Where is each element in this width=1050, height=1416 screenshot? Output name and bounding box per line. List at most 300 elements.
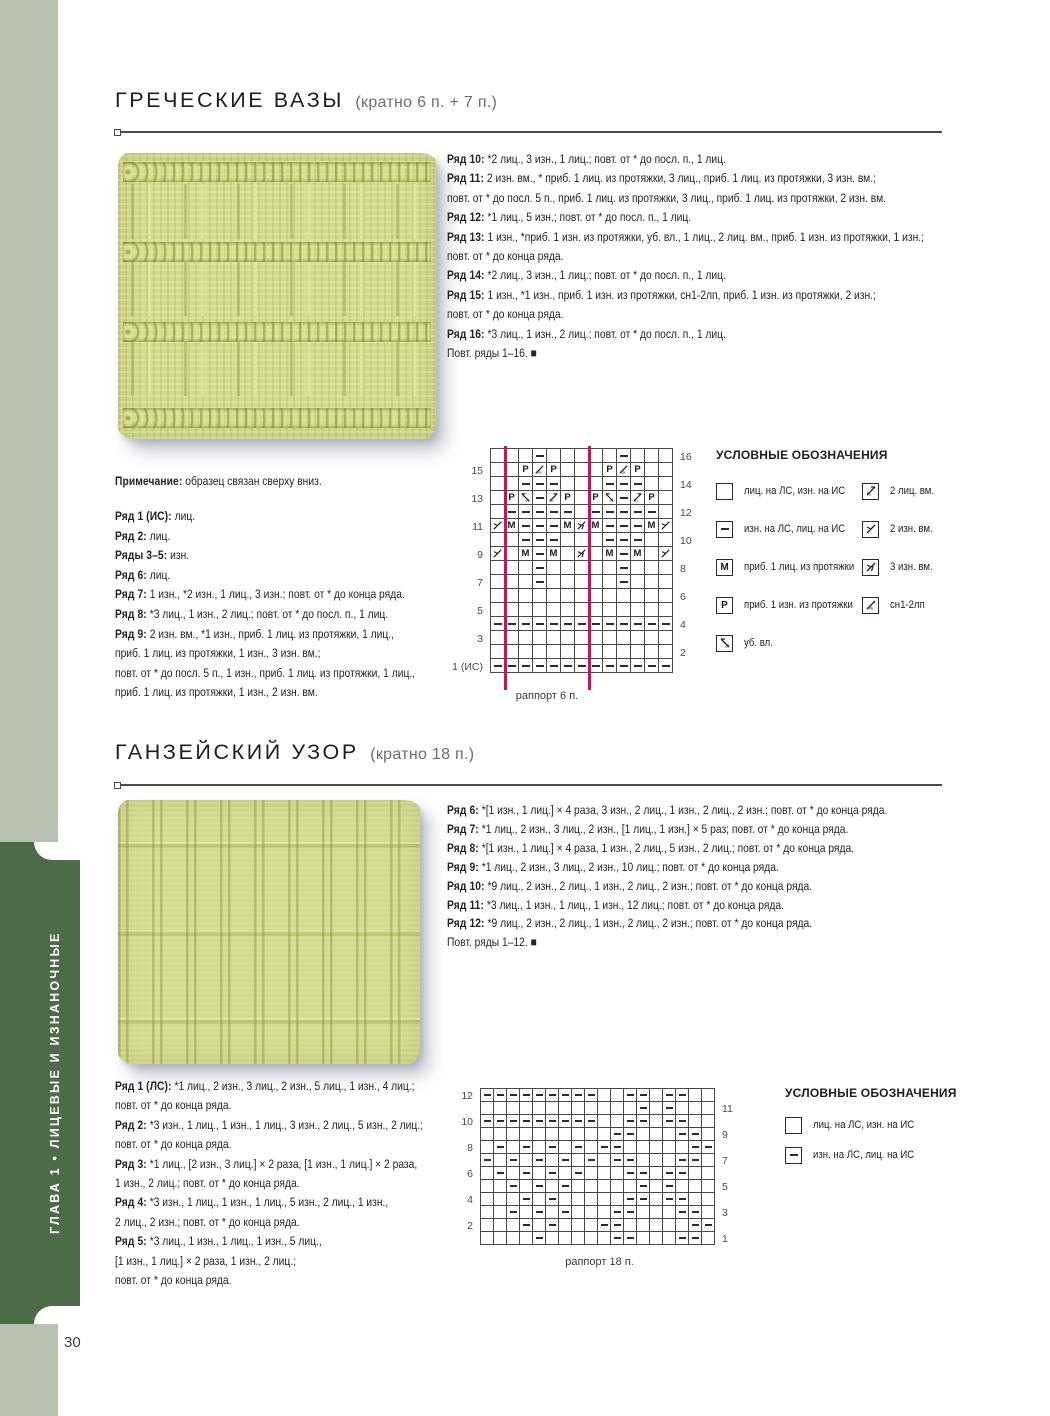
knit-cell: [689, 1115, 701, 1127]
knit-cell: [575, 603, 588, 616]
knit-cell: [589, 463, 602, 476]
legend-column-right: [862, 472, 942, 624]
legend-title: УСЛОВНЫЕ ОБОЗНАЧЕНИЯ: [785, 1086, 957, 1100]
purl-cell: [631, 477, 644, 490]
rule-square-marker: [114, 782, 121, 789]
dec-cell: [519, 491, 532, 504]
purl-cell: [519, 659, 532, 672]
chart-row-number: [444, 534, 490, 548]
purl-cell: [546, 1219, 558, 1231]
p2tog-symbol-icon: [862, 521, 879, 538]
purl-cell: [533, 659, 546, 672]
pattern-row-line: повт. от * до конца ряда.: [447, 307, 564, 322]
knit-cell: [702, 1128, 714, 1140]
knit-cell: [505, 561, 518, 574]
knit-cell: [702, 1232, 714, 1244]
legend-item: [716, 586, 874, 624]
knit-cell: [689, 1180, 701, 1192]
purl-cell: [676, 1128, 688, 1140]
purl-cell: [689, 1141, 701, 1153]
purl-cell: [631, 519, 644, 532]
m1k-cell: M: [603, 547, 616, 560]
pattern-row-line: приб. 1 лиц. из протяжки, 1 изн., 3 изн. вм.;: [115, 646, 321, 661]
knit-cell: [561, 477, 574, 490]
knit-cell: [559, 1128, 571, 1140]
m1p-cell: P: [519, 463, 532, 476]
purl-cell: [519, 505, 532, 518]
purl-cell: [631, 617, 644, 630]
purl-cell: [617, 477, 630, 490]
chart-row-number: 5: [722, 1181, 728, 1193]
knit-cell: [645, 645, 658, 658]
knit-cell: [702, 1102, 714, 1114]
purl-cell: [520, 1089, 532, 1101]
chart-row-number: 11: [472, 520, 483, 533]
legend-item: [716, 624, 874, 662]
knit-cell: [663, 1128, 675, 1140]
knit-cell: [598, 1154, 610, 1166]
chart-row-number: [444, 618, 490, 632]
purl-cell: [547, 519, 560, 532]
knit-cell: [645, 631, 658, 644]
purl-cell: [598, 1219, 610, 1231]
knit-cell: [491, 505, 504, 518]
knit-cell: [617, 603, 630, 616]
section2-subtitle: (кратно 18 п.): [370, 746, 475, 763]
chart-row-number: 5: [477, 604, 483, 617]
knit-cell: [575, 491, 588, 504]
purl-cell: [624, 1115, 636, 1127]
knit-cell: [575, 533, 588, 546]
knit-cell: [611, 1102, 623, 1114]
m1k-cell: M: [519, 547, 532, 560]
purl-cell: [611, 1232, 623, 1244]
knit-cell: [637, 1206, 649, 1218]
purl-cell: [603, 477, 616, 490]
purl-cell: [533, 505, 546, 518]
purl-cell: [689, 1232, 701, 1244]
purl-cell: [631, 533, 644, 546]
knit-cell: [575, 645, 588, 658]
instructions-rows-1-9: [115, 507, 415, 703]
chart-row-number: [673, 464, 699, 478]
purl-cell: [533, 1180, 545, 1192]
m1k-symbol-icon: M: [716, 559, 733, 576]
knit-cell: [624, 1219, 636, 1231]
knit-cell: [650, 1232, 662, 1244]
knit-cell: [659, 463, 672, 476]
knit-cell: [617, 589, 630, 602]
section1-title: ГРЕЧЕСКИЕ ВАЗЫ: [115, 88, 344, 112]
pattern-row-line: повт. от * до конца ряда.: [115, 1098, 232, 1113]
purl-cell: [624, 1232, 636, 1244]
legend-item: [785, 1110, 932, 1140]
knit-cell: [589, 533, 602, 546]
m1p-cell: P: [505, 491, 518, 504]
chart-row-number: 2: [680, 646, 686, 659]
purl-cell: [603, 659, 616, 672]
purl-cell: [617, 533, 630, 546]
purl-cell: [702, 1219, 714, 1231]
section2-header: [115, 740, 474, 765]
p3tog-cell: [575, 547, 588, 560]
pattern-row-line: Ряд 3: *1 лиц., [2 изн., 3 лиц.] × 2 раза, [1 изн., 1 лиц.] × 2 раза,: [115, 1156, 418, 1171]
knit-cell: [547, 631, 560, 644]
knit-cell: [659, 603, 672, 616]
legend-column: [785, 1110, 932, 1170]
repeat-bracket-line: [588, 446, 591, 700]
purl-cell: [494, 1167, 506, 1179]
purl-cell: [491, 659, 504, 672]
knit-cell: [589, 631, 602, 644]
chart-row-number: [448, 1129, 480, 1142]
knit-cell: [598, 1102, 610, 1114]
pattern-row-line: Ряд 10: *9 лиц., 2 изн., 2 лиц., 1 изн., 2 лиц., 2 изн.; повт. от * до конца ряда.: [447, 878, 813, 893]
knit-cell: [507, 1193, 519, 1205]
purl-cell: [645, 659, 658, 672]
purl-cell: [676, 1089, 688, 1101]
purl-cell: [631, 505, 644, 518]
purl-cell: [603, 533, 616, 546]
purl-cell: [645, 617, 658, 630]
knit-cell: [650, 1180, 662, 1192]
purl-cell: [659, 659, 672, 672]
knit-cell: [631, 561, 644, 574]
pattern-row-line: повт. от * до посл. 5 п., 1 изн., приб. 1 лиц. из протяжки, 1 лиц.,: [115, 665, 416, 680]
chart-row-number: 1 (ИС): [452, 660, 483, 673]
knit-cell: [520, 1180, 532, 1192]
knit-cell: [519, 449, 532, 462]
knit-cell: [575, 589, 588, 602]
chart-row-number: [673, 604, 699, 618]
swatch-photo-hanseatic: [118, 800, 420, 1064]
knit-cell: [624, 1102, 636, 1114]
knit-cell: [650, 1115, 662, 1127]
chart-row-number: [448, 1233, 480, 1246]
knit-cell: [650, 1102, 662, 1114]
purl-symbol-icon: [785, 1147, 802, 1164]
pattern-row-line: Ряд 5: *3 лиц., 1 изн., 1 лиц., 1 изн., 5 лиц.,: [115, 1234, 322, 1249]
knit-cell: [572, 1128, 584, 1140]
knit-cell: [561, 449, 574, 462]
pattern-row-line: Ряд 1 (ИС): лиц.: [115, 509, 196, 523]
knit-cell: [645, 533, 658, 546]
purl-cell: [481, 1115, 493, 1127]
repeat-label: раппорт 6 п.: [502, 690, 592, 702]
pattern-row-line: повт. от * до конца ряда.: [447, 249, 564, 264]
pattern-row-line: Ряд 15: 1 изн., *1 изн., приб. 1 изн. из протяжки, сн1-2лп, приб. 1 изн. из протяжки, 2 изн.;: [447, 287, 876, 302]
knit-cell: [650, 1141, 662, 1153]
knit-cell: [585, 1102, 597, 1114]
purl-cell: [617, 561, 630, 574]
dec-cell: [603, 491, 616, 504]
legend-item-label: изн. на ЛС, лиц. на ИС: [744, 523, 846, 535]
knit-cell: [507, 1232, 519, 1244]
knit-cell: [650, 1193, 662, 1205]
purl-cell: [559, 1115, 571, 1127]
p2tog-cell: [659, 519, 672, 532]
knit-cell: [572, 1206, 584, 1218]
sl1-2-cell: [617, 463, 630, 476]
purl-cell: [533, 533, 546, 546]
section1-rule: [115, 131, 942, 133]
knit-cell: [481, 1180, 493, 1192]
knit-cell: [603, 645, 616, 658]
purl-cell: [520, 1193, 532, 1205]
chart-row-number: [673, 576, 699, 590]
knit-cell: [481, 1206, 493, 1218]
knit-cell: [585, 1219, 597, 1231]
knit-cell: [676, 1141, 688, 1153]
chart-row-number: [715, 1116, 741, 1129]
knit-cell: [603, 449, 616, 462]
knit-cell: [572, 1193, 584, 1205]
knit-cell: [507, 1141, 519, 1153]
knit-cell: [519, 631, 532, 644]
purl-cell: [546, 1089, 558, 1101]
chart-row-number: 11: [722, 1103, 733, 1115]
knit-cell: [520, 1232, 532, 1244]
knit-cell: [507, 1219, 519, 1231]
knit-cell: [559, 1232, 571, 1244]
knit-cell: [533, 1193, 545, 1205]
chart-row-number: 4: [467, 1194, 473, 1206]
purl-cell: [519, 533, 532, 546]
purl-cell: [559, 1180, 571, 1192]
knit-cell: [598, 1206, 610, 1218]
chart-row-numbers-left: [444, 450, 490, 674]
repeat-bracket-line: [504, 446, 507, 700]
chart-row-number: [715, 1220, 741, 1233]
knit-cell: [659, 589, 672, 602]
knit-cell: [572, 1232, 584, 1244]
knit-cell: [650, 1154, 662, 1166]
purl-cell: [676, 1115, 688, 1127]
purl-cell: [559, 1206, 571, 1218]
pattern-row-line: Ряд 4: *3 изн., 1 лиц., 1 изн., 1 лиц., 5 изн., 2 лиц., 1 изн.,: [115, 1195, 389, 1210]
purl-cell: [637, 1180, 649, 1192]
m1p-cell: P: [603, 463, 616, 476]
purl-cell: [663, 1089, 675, 1101]
knit-cell: [547, 603, 560, 616]
knit-cell: [585, 1141, 597, 1153]
pattern-row-line: Ряд 8: *3 лиц., 1 изн., 2 лиц.; повт. от * до посл. п., 1 лиц.: [115, 606, 389, 621]
purl-cell: [645, 505, 658, 518]
legend-item-label: сн1-2лп: [890, 599, 925, 611]
knit-cell: [546, 1102, 558, 1114]
p2tog-cell: [491, 519, 504, 532]
chart-row-number: [673, 660, 699, 674]
knit-cell: [546, 1206, 558, 1218]
knitting-chart-greek-vases: [444, 448, 699, 702]
chart-row-number: 12: [461, 1090, 473, 1102]
chart-row-number: [448, 1181, 480, 1194]
knit-cell: [676, 1219, 688, 1231]
purl-cell: [507, 1206, 519, 1218]
legend-item-label: 2 лиц. вм.: [890, 485, 935, 497]
chart-grid: [490, 448, 673, 673]
purl-cell: [663, 1115, 675, 1127]
purl-cell: [617, 659, 630, 672]
chart-row-number: [448, 1207, 480, 1220]
knit-cell: [611, 1193, 623, 1205]
purl-cell: [533, 519, 546, 532]
knit-cell: [603, 631, 616, 644]
legend-item: [785, 1140, 932, 1170]
chart-row-number: [444, 506, 490, 520]
purl-cell: [624, 1128, 636, 1140]
legend-item-label: приб. 1 лиц. из протяжки: [744, 561, 855, 573]
purl-cell: [507, 1089, 519, 1101]
knit-cell: [572, 1180, 584, 1192]
knit-cell: [598, 1089, 610, 1101]
purl-cell: [676, 1232, 688, 1244]
knit-cell: [491, 561, 504, 574]
knit-cell: [494, 1180, 506, 1192]
purl-cell: [575, 617, 588, 630]
chart-row-number: 16: [680, 450, 692, 463]
purl-cell: [617, 491, 630, 504]
knit-cell: [598, 1180, 610, 1192]
pattern-row-line: Повт. ряды 1–12. ■: [447, 935, 537, 950]
knit-cell: [547, 449, 560, 462]
knit-cell: [631, 449, 644, 462]
pattern-row-line: Ряд 11: 2 изн. вм., * приб. 1 лиц. из протяжки, 3 лиц., приб. 1 лиц. из протяжки, 3 изн. вм.;: [447, 171, 876, 186]
knit-cell: [659, 575, 672, 588]
knit-cell: [533, 1102, 545, 1114]
knit-cell: [637, 1128, 649, 1140]
knit-cell: [547, 589, 560, 602]
knit-cell: [645, 449, 658, 462]
knit-cell: [598, 1232, 610, 1244]
purl-cell: [611, 1219, 623, 1231]
knit-cell: [481, 1193, 493, 1205]
chart-row-number: 2: [467, 1220, 473, 1232]
page-number: 30: [64, 1334, 81, 1351]
pattern-row-line: [1 изн., 1 лиц.] × 2 раза, 1 изн., 2 лиц.;: [115, 1253, 296, 1268]
purl-cell: [663, 1102, 675, 1114]
legend-item-label: 2 изн. вм.: [890, 523, 933, 535]
knit-cell: [645, 603, 658, 616]
chart-row-number: 1: [722, 1233, 728, 1245]
chart-row-number: [444, 478, 490, 492]
knit-cell: [559, 1193, 571, 1205]
knit-cell: [663, 1232, 675, 1244]
purl-cell: [617, 547, 630, 560]
purl-cell: [507, 1115, 519, 1127]
rule-square-marker: [114, 129, 121, 136]
sl12-symbol-icon: [862, 597, 879, 614]
purl-cell: [689, 1154, 701, 1166]
instructions-rows-10-16: [447, 150, 924, 363]
knit-cell: [585, 1128, 597, 1140]
purl-cell: [546, 1141, 558, 1153]
knit-cell: [689, 1193, 701, 1205]
m1k-cell: M: [589, 519, 602, 532]
pattern-row-line: повт. от * до конца ряда.: [115, 1137, 232, 1152]
knit-cell: [585, 1180, 597, 1192]
knit-cell: [561, 463, 574, 476]
purl-cell: [533, 1115, 545, 1127]
chart-row-number: [715, 1168, 741, 1181]
knit-cell: [494, 1206, 506, 1218]
knit-cell: [676, 1102, 688, 1114]
knit-cell: [575, 631, 588, 644]
knit-cell: [637, 1219, 649, 1231]
purl-cell: [676, 1167, 688, 1179]
knit-cell: [575, 575, 588, 588]
purl-cell: [631, 659, 644, 672]
chart-row-number: [444, 562, 490, 576]
k2tog-cell: [547, 491, 560, 504]
chart-row-number: [673, 520, 699, 534]
legend-item-label: 3 изн. вм.: [890, 561, 933, 573]
purl-cell: [603, 519, 616, 532]
purl-cell: [520, 1219, 532, 1231]
knit-cell: [561, 603, 574, 616]
chart-row-number: [444, 590, 490, 604]
knit-cell: [575, 561, 588, 574]
knit-cell: [559, 1219, 571, 1231]
knit-cell: [559, 1102, 571, 1114]
knit-cell: [491, 631, 504, 644]
purl-cell: [507, 1154, 519, 1166]
purl-cell: [561, 617, 574, 630]
purl-cell: [546, 1167, 558, 1179]
knit-cell: [491, 603, 504, 616]
legend-item-label: лиц. на ЛС, изн. на ИС: [813, 1119, 915, 1131]
knit-cell: [491, 589, 504, 602]
purl-cell: [519, 617, 532, 630]
knit-cell: [702, 1154, 714, 1166]
knit-cell: [589, 645, 602, 658]
knit-cell: [645, 477, 658, 490]
purl-cell: [572, 1167, 584, 1179]
purl-cell: [547, 533, 560, 546]
knit-cell: [505, 645, 518, 658]
knit-cell: [650, 1219, 662, 1231]
purl-cell: [481, 1154, 493, 1166]
purl-cell: [624, 1193, 636, 1205]
pattern-row-line: Ряд 9: *1 лиц., 2 изн., 3 лиц., 2 изн., 10 лиц.; повт. от * до конца ряда.: [447, 859, 779, 874]
pattern-row-line: 1 изн., 2 лиц.; повт. от * до конца ряда.: [115, 1176, 300, 1191]
purl-cell: [520, 1115, 532, 1127]
pattern-row-line: приб. 1 лиц. из протяжки, 1 изн., 2 изн. вм.: [115, 685, 318, 700]
purl-cell: [533, 617, 546, 630]
purl-cell: [589, 659, 602, 672]
pattern-row-line: Ряд 7: 1 изн., *2 изн., 1 лиц., 3 изн.; повт. от * до конца ряда.: [115, 587, 405, 602]
knit-cell: [663, 1219, 675, 1231]
purl-cell: [676, 1193, 688, 1205]
knit-cell: [589, 589, 602, 602]
knit-cell: [659, 631, 672, 644]
knit-cell: [585, 1232, 597, 1244]
knit-cell: [617, 645, 630, 658]
pattern-row-line: Ряд 8: *[1 изн., 1 лиц.] × 4 раза, 1 изн., 2 лиц., 5 изн., 2 лиц.; повт. от * до конца ряда.: [447, 840, 855, 855]
purl-cell: [585, 1115, 597, 1127]
legend-greek-vases: [716, 448, 948, 649]
legend-column-left: [716, 472, 874, 662]
knit-cell: [689, 1102, 701, 1114]
knit-cell: [572, 1102, 584, 1114]
knit-cell: [659, 505, 672, 518]
garter-ridge: [123, 162, 431, 182]
purl-cell: [520, 1167, 532, 1179]
knit-cell: [702, 1089, 714, 1101]
m1k-cell: M: [547, 547, 560, 560]
knit-cell: [561, 561, 574, 574]
legend-item: [862, 548, 942, 586]
